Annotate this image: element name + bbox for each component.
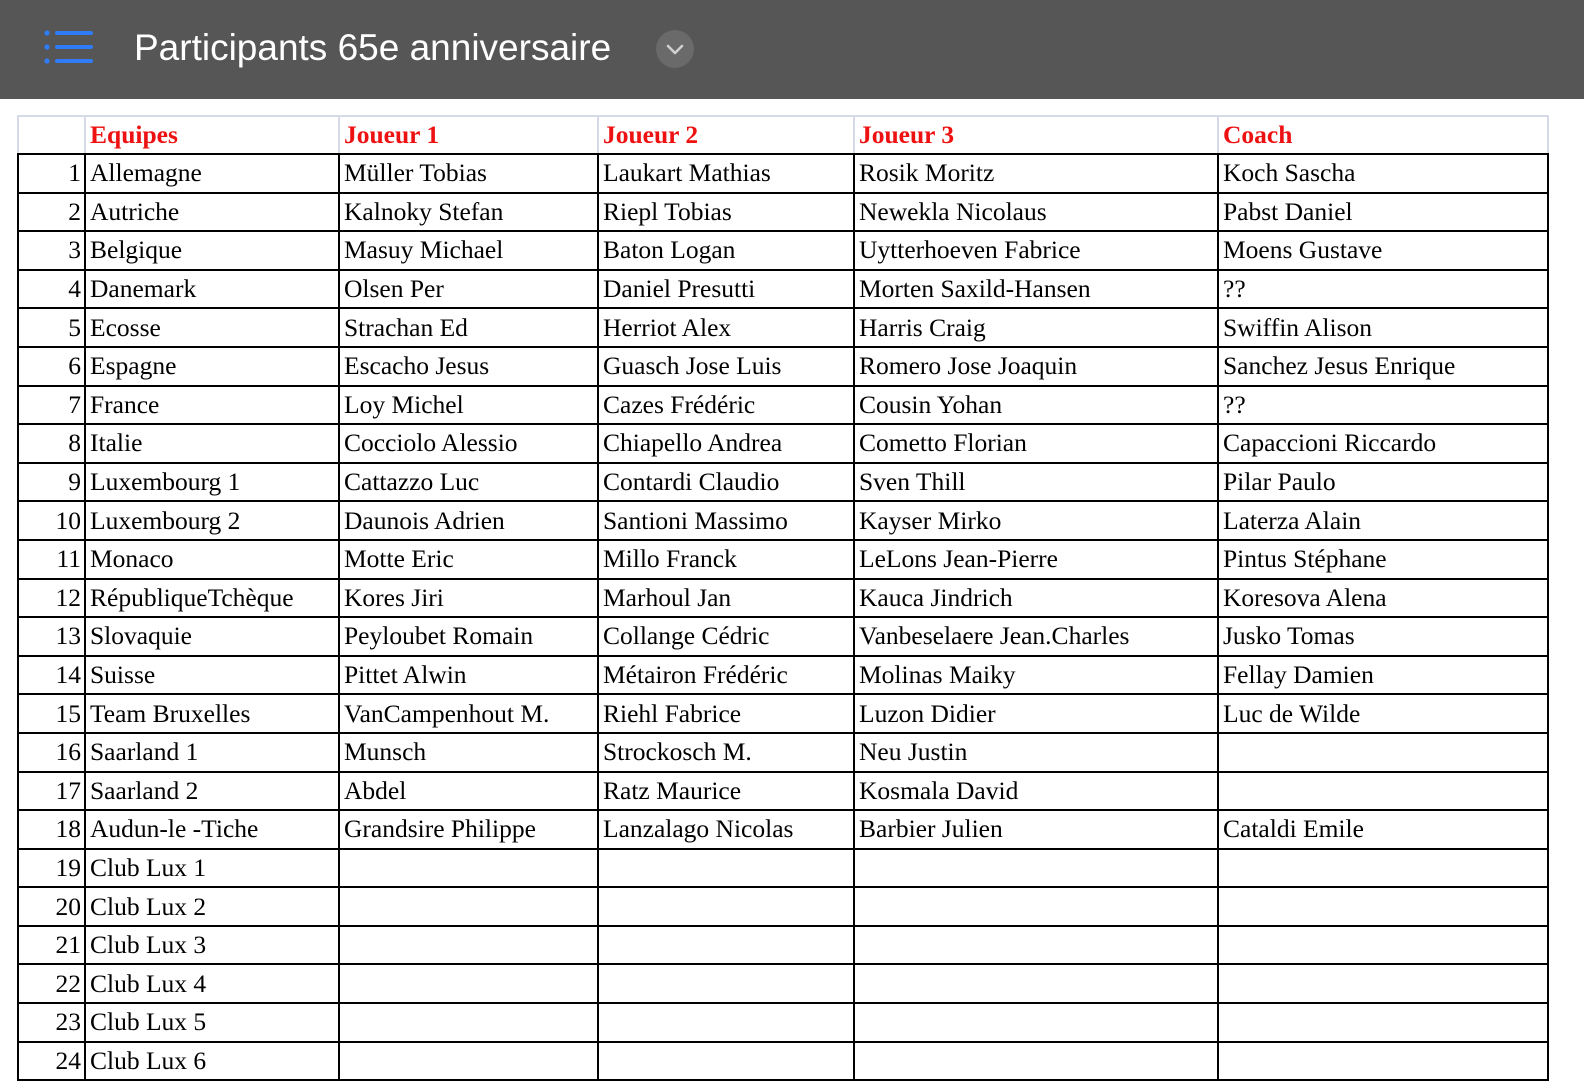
cell-player-3[interactable]: Vanbeselaere Jean.Charles [854, 617, 1218, 656]
cell-row-number[interactable]: 7 [18, 386, 85, 425]
table-row [18, 1042, 1548, 1081]
cell-coach[interactable]: Pabst Daniel [1218, 193, 1548, 232]
cell-team[interactable]: Luxembourg 2 [85, 501, 339, 540]
cell-player-1[interactable]: Peyloubet Romain [339, 617, 598, 656]
cell-row-number[interactable]: 18 [18, 810, 85, 849]
cell-player-3[interactable]: Barbier Julien [854, 810, 1218, 849]
cell-player-3[interactable]: Cometto Florian [854, 424, 1218, 463]
cell-player-2[interactable]: Lanzalago Nicolas [598, 810, 854, 849]
cell-player-2[interactable]: Métairon Frédéric [598, 656, 854, 695]
cell-row-number[interactable]: 12 [18, 579, 85, 618]
cell-team[interactable]: Autriche [85, 193, 339, 232]
table-row [18, 656, 1548, 695]
cell-row-number[interactable]: 2 [18, 193, 85, 232]
cell-team[interactable]: Allemagne [85, 154, 339, 193]
cell-player-1[interactable]: Kores Jiri [339, 579, 598, 618]
cell-player-1[interactable]: Masuy Michael [339, 231, 598, 270]
cell-team[interactable]: Espagne [85, 347, 339, 386]
cell-player-2[interactable]: Ratz Maurice [598, 772, 854, 811]
cell-player-3[interactable]: Molinas Maiky [854, 656, 1218, 695]
cell-player-2[interactable]: Marhoul Jan [598, 579, 854, 618]
cell-coach[interactable] [1218, 849, 1548, 888]
cell-player-1[interactable]: Daunois Adrien [339, 501, 598, 540]
cell-player-1[interactable] [339, 849, 598, 888]
cell-row-number[interactable]: 16 [18, 733, 85, 772]
table-row [18, 733, 1548, 772]
cell-player-3[interactable] [854, 1003, 1218, 1042]
cell-coach[interactable]: Fellay Damien [1218, 656, 1548, 695]
cell-team[interactable]: Belgique [85, 231, 339, 270]
cell-player-1[interactable]: Abdel [339, 772, 598, 811]
cell-row-number[interactable]: 14 [18, 656, 85, 695]
cell-row-number[interactable]: 22 [18, 964, 85, 1003]
table-row [18, 347, 1548, 386]
cell-player-2[interactable] [598, 887, 854, 926]
cell-player-1[interactable]: Strachan Ed [339, 308, 598, 347]
cell-player-1[interactable]: Grandsire Philippe [339, 810, 598, 849]
cell-player-1[interactable]: Loy Michel [339, 386, 598, 425]
cell-team[interactable]: Club Lux 5 [85, 1003, 339, 1042]
cell-coach[interactable] [1218, 926, 1548, 965]
cell-row-number[interactable]: 3 [18, 231, 85, 270]
header-row [18, 116, 1548, 154]
cell-coach[interactable]: Jusko Tomas [1218, 617, 1548, 656]
cell-team[interactable]: Luxembourg 1 [85, 463, 339, 502]
cell-row-number[interactable]: 1 [18, 154, 85, 193]
cell-player-2[interactable]: Chiapello Andrea [598, 424, 854, 463]
cell-row-number[interactable]: 11 [18, 540, 85, 579]
cell-player-1[interactable]: Cattazzo Luc [339, 463, 598, 502]
cell-player-2[interactable] [598, 1042, 854, 1081]
spreadsheet-table [17, 115, 1549, 1081]
table-row [18, 617, 1548, 656]
cell-coach[interactable]: Laterza Alain [1218, 501, 1548, 540]
cell-team[interactable]: Monaco [85, 540, 339, 579]
cell-coach[interactable]: Capaccioni Riccardo [1218, 424, 1548, 463]
list-icon[interactable] [40, 26, 98, 70]
table-row [18, 270, 1548, 309]
cell-row-number[interactable]: 13 [18, 617, 85, 656]
cell-coach[interactable]: Pilar Paulo [1218, 463, 1548, 502]
cell-player-1[interactable]: Kalnoky Stefan [339, 193, 598, 232]
cell-coach[interactable] [1218, 887, 1548, 926]
cell-player-2[interactable]: Contardi Claudio [598, 463, 854, 502]
table-row [18, 540, 1548, 579]
cell-player-2[interactable]: Laukart Mathias [598, 154, 854, 193]
column-header-row-number[interactable] [18, 116, 85, 154]
cell-coach[interactable]: Swiffin Alison [1218, 308, 1548, 347]
cell-player-3[interactable]: Sven Thill [854, 463, 1218, 502]
table-row [18, 772, 1548, 811]
cell-coach[interactable]: ?? [1218, 386, 1548, 425]
document-title[interactable]: Participants 65e anniversaire [134, 27, 612, 68]
table-row [18, 887, 1548, 926]
column-header-coach[interactable]: Coach [1218, 116, 1548, 154]
table-row [18, 1003, 1548, 1042]
column-header-player-1[interactable]: Joueur 1 [339, 116, 598, 154]
column-header-team[interactable]: Equipes [85, 116, 339, 154]
cell-coach[interactable] [1218, 1003, 1548, 1042]
cell-team[interactable]: Saarland 1 [85, 733, 339, 772]
cell-row-number[interactable]: 8 [18, 424, 85, 463]
cell-player-1[interactable]: Olsen Per [339, 270, 598, 309]
cell-player-2[interactable]: Cazes Frédéric [598, 386, 854, 425]
cell-player-1[interactable]: Cocciolo Alessio [339, 424, 598, 463]
cell-player-3[interactable]: Harris Craig [854, 308, 1218, 347]
cell-player-3[interactable]: Romero Jose Joaquin [854, 347, 1218, 386]
cell-row-number[interactable]: 15 [18, 694, 85, 733]
cell-row-number[interactable]: 4 [18, 270, 85, 309]
cell-player-1[interactable]: Munsch [339, 733, 598, 772]
cell-team[interactable]: Club Lux 2 [85, 887, 339, 926]
cell-player-3[interactable]: Rosik Moritz [854, 154, 1218, 193]
cell-team[interactable]: Danemark [85, 270, 339, 309]
cell-row-number[interactable]: 20 [18, 887, 85, 926]
table-row [18, 231, 1548, 270]
cell-team[interactable]: Club Lux 1 [85, 849, 339, 888]
cell-player-2[interactable]: Collange Cédric [598, 617, 854, 656]
cell-coach[interactable] [1218, 1042, 1548, 1081]
cell-row-number[interactable]: 23 [18, 1003, 85, 1042]
cell-coach[interactable]: Koresova Alena [1218, 579, 1548, 618]
table-row [18, 424, 1548, 463]
cell-player-3[interactable]: Morten Saxild-Hansen [854, 270, 1218, 309]
table-row [18, 694, 1548, 733]
cell-row-number[interactable]: 19 [18, 849, 85, 888]
table-row [18, 308, 1548, 347]
cell-coach[interactable]: Pintus Stéphane [1218, 540, 1548, 579]
cell-coach[interactable]: Moens Gustave [1218, 231, 1548, 270]
cell-coach[interactable]: ?? [1218, 270, 1548, 309]
cell-row-number[interactable]: 21 [18, 926, 85, 965]
cell-player-2[interactable]: Baton Logan [598, 231, 854, 270]
table-row [18, 926, 1548, 965]
cell-player-3[interactable]: Luzon Didier [854, 694, 1218, 733]
cell-team[interactable]: Saarland 2 [85, 772, 339, 811]
cell-player-3[interactable] [854, 849, 1218, 888]
cell-player-2[interactable] [598, 1003, 854, 1042]
cell-player-3[interactable]: LeLons Jean-Pierre [854, 540, 1218, 579]
cell-row-number[interactable]: 24 [18, 1042, 85, 1081]
cell-team[interactable]: Club Lux 6 [85, 1042, 339, 1081]
cell-row-number[interactable]: 10 [18, 501, 85, 540]
cell-coach[interactable]: Cataldi Emile [1218, 810, 1548, 849]
cell-team[interactable]: RépubliqueTchèque [85, 579, 339, 618]
table-row [18, 386, 1548, 425]
table-row [18, 964, 1548, 1003]
cell-coach[interactable]: Sanchez Jesus Enrique [1218, 347, 1548, 386]
cell-row-number[interactable]: 9 [18, 463, 85, 502]
cell-team[interactable]: Team Bruxelles [85, 694, 339, 733]
cell-player-2[interactable]: Strockosch M. [598, 733, 854, 772]
cell-player-2[interactable] [598, 964, 854, 1003]
cell-player-3[interactable]: Uytterhoeven Fabrice [854, 231, 1218, 270]
column-header-player-3[interactable]: Joueur 3 [854, 116, 1218, 154]
cell-player-2[interactable]: Daniel Presutti [598, 270, 854, 309]
cell-player-3[interactable] [854, 1042, 1218, 1081]
cell-player-3[interactable]: Kosmala David [854, 772, 1218, 811]
cell-player-1[interactable]: Müller Tobias [339, 154, 598, 193]
cell-coach[interactable] [1218, 733, 1548, 772]
cell-player-1[interactable]: Motte Eric [339, 540, 598, 579]
table-row [18, 463, 1548, 502]
cell-player-2[interactable] [598, 926, 854, 965]
cell-player-1[interactable] [339, 1042, 598, 1081]
cell-player-1[interactable] [339, 926, 598, 965]
cell-player-3[interactable] [854, 964, 1218, 1003]
cell-team[interactable]: Club Lux 3 [85, 926, 339, 965]
column-header-player-2[interactable]: Joueur 2 [598, 116, 854, 154]
cell-player-1[interactable]: VanCampenhout M. [339, 694, 598, 733]
cell-row-number[interactable]: 6 [18, 347, 85, 386]
cell-player-1[interactable]: Escacho Jesus [339, 347, 598, 386]
cell-player-2[interactable]: Riehl Fabrice [598, 694, 854, 733]
cell-player-3[interactable]: Kauca Jindrich [854, 579, 1218, 618]
cell-player-2[interactable] [598, 849, 854, 888]
cell-player-3[interactable] [854, 926, 1218, 965]
cell-player-1[interactable] [339, 1003, 598, 1042]
cell-player-1[interactable]: Pittet Alwin [339, 656, 598, 695]
toolbar [0, 0, 1584, 99]
table-row [18, 193, 1548, 232]
cell-player-1[interactable] [339, 887, 598, 926]
cell-row-number[interactable]: 5 [18, 308, 85, 347]
table-row [18, 579, 1548, 618]
table-row [18, 154, 1548, 193]
cell-player-2[interactable]: Guasch Jose Luis [598, 347, 854, 386]
cell-coach[interactable]: Luc de Wilde [1218, 694, 1548, 733]
cell-team[interactable]: Suisse [85, 656, 339, 695]
cell-coach[interactable]: Koch Sascha [1218, 154, 1548, 193]
cell-coach[interactable] [1218, 772, 1548, 811]
cell-team[interactable]: Audun-le -Tiche [85, 810, 339, 849]
cell-player-2[interactable]: Riepl Tobias [598, 193, 854, 232]
cell-player-2[interactable]: Herriot Alex [598, 308, 854, 347]
chevron-down-icon[interactable] [656, 30, 694, 68]
cell-player-3[interactable]: Cousin Yohan [854, 386, 1218, 425]
table-row [18, 810, 1548, 849]
cell-team[interactable]: Club Lux 4 [85, 964, 339, 1003]
cell-player-3[interactable]: Kayser Mirko [854, 501, 1218, 540]
cell-player-3[interactable] [854, 887, 1218, 926]
cell-row-number[interactable]: 17 [18, 772, 85, 811]
cell-player-2[interactable]: Santioni Massimo [598, 501, 854, 540]
table-row [18, 501, 1548, 540]
cell-team[interactable]: Ecosse [85, 308, 339, 347]
cell-player-3[interactable]: Neu Justin [854, 733, 1218, 772]
cell-player-1[interactable] [339, 964, 598, 1003]
table-row [18, 849, 1548, 888]
cell-player-2[interactable]: Millo Franck [598, 540, 854, 579]
cell-team[interactable]: Slovaquie [85, 617, 339, 656]
cell-player-3[interactable]: Newekla Nicolaus [854, 193, 1218, 232]
cell-team[interactable]: France [85, 386, 339, 425]
cell-team[interactable]: Italie [85, 424, 339, 463]
cell-coach[interactable] [1218, 964, 1548, 1003]
